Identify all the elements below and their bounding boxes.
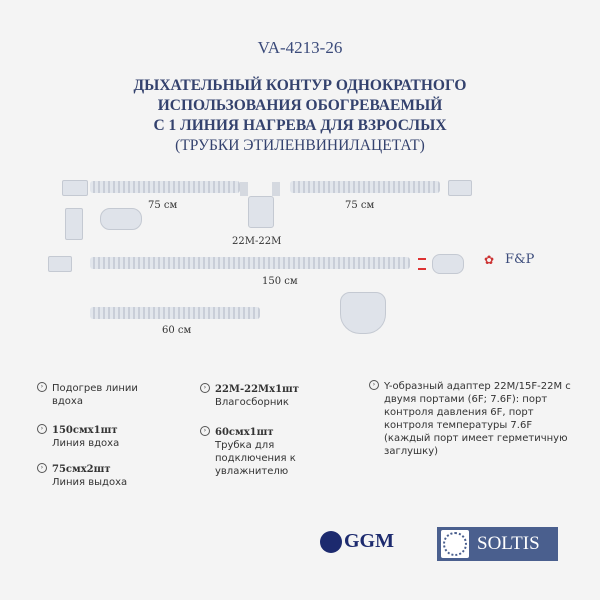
water-trap <box>248 196 274 228</box>
connector <box>448 180 472 196</box>
spec-item <box>203 383 330 409</box>
title-line: ДЫХАТЕЛЬНЫЙ КОНТУР ОДНОКРАТНОГО <box>133 77 467 94</box>
spec-desc: Y-образный адаптер 22M/15F-22M с двумя портами (6F; 7.6F): порт контроля давления 6F, порт контроля температуры 7.6F (каждый порт имеет герметичную заглушку) <box>384 381 571 457</box>
y-fitting <box>240 182 280 196</box>
elbow-connector <box>65 208 83 240</box>
tube-150cm <box>90 257 410 269</box>
chevron-icon: › <box>200 383 210 393</box>
temperature-port <box>432 254 464 274</box>
spec-item <box>40 424 167 450</box>
chevron-icon: › <box>369 380 379 390</box>
title-subtitle: (ТРУБКИ ЭТИЛЕНВИНИЛАЦЕТАТ) <box>175 137 425 154</box>
label-75cm: 75 см <box>345 200 375 211</box>
title-line: С 1 ЛИНИЯ НАГРЕВА ДЛЯ ВЗРОСЛЫХ <box>153 117 447 134</box>
spec-desc: Линия вдоха <box>52 438 120 449</box>
heater-wire-plug <box>418 258 426 270</box>
label-75cm: 75 см <box>148 200 178 211</box>
spec-desc: Подогрев линии вдоха <box>52 383 138 407</box>
spec-item <box>203 426 315 478</box>
label-22m-22m: 22M-22M <box>232 236 282 247</box>
label-60cm: 60 см <box>162 325 192 336</box>
spec-desc: Влагосборник <box>215 397 289 408</box>
fp-label: F&P <box>505 252 535 267</box>
chevron-icon: › <box>37 424 47 434</box>
soltis-text: SOLTIS <box>477 533 540 554</box>
product-title <box>0 76 600 156</box>
tube-60cm <box>90 307 260 319</box>
chevron-icon: › <box>200 426 210 436</box>
product-code: VA-4213-26 <box>257 38 343 57</box>
title-line: ИСПОЛЬЗОВАНИЯ ОБОГРЕВАЕМЫЙ <box>157 97 443 114</box>
seal-icon <box>441 530 469 558</box>
chevron-icon: › <box>37 463 47 473</box>
humidifier-chamber <box>340 292 386 334</box>
spec-title: 22M-22Mx1шт <box>215 384 299 395</box>
spec-item <box>40 382 167 408</box>
connector <box>62 180 88 196</box>
spec-title: 75смx2шт <box>52 464 111 475</box>
fp-icon: ✿ <box>484 253 495 267</box>
spec-title: 60смx1шт <box>215 427 274 438</box>
soltis-logo <box>437 527 558 561</box>
tube-75cm <box>90 181 240 193</box>
spec-desc: Линия выдоха <box>52 477 128 488</box>
ggm-text: GGM <box>344 530 394 552</box>
spec-item <box>372 380 574 458</box>
label-150cm: 150 см <box>262 276 298 287</box>
spec-title: 150смx1шт <box>52 425 118 436</box>
connector <box>48 256 72 272</box>
y-adapter <box>100 208 142 230</box>
spec-desc: Трубка для подключения к увлажнителю <box>215 440 296 477</box>
spec-item <box>40 463 167 489</box>
chevron-icon: › <box>37 382 47 392</box>
tube-75cm <box>290 181 440 193</box>
globe-icon <box>320 531 342 553</box>
ggm-logo <box>320 530 394 553</box>
